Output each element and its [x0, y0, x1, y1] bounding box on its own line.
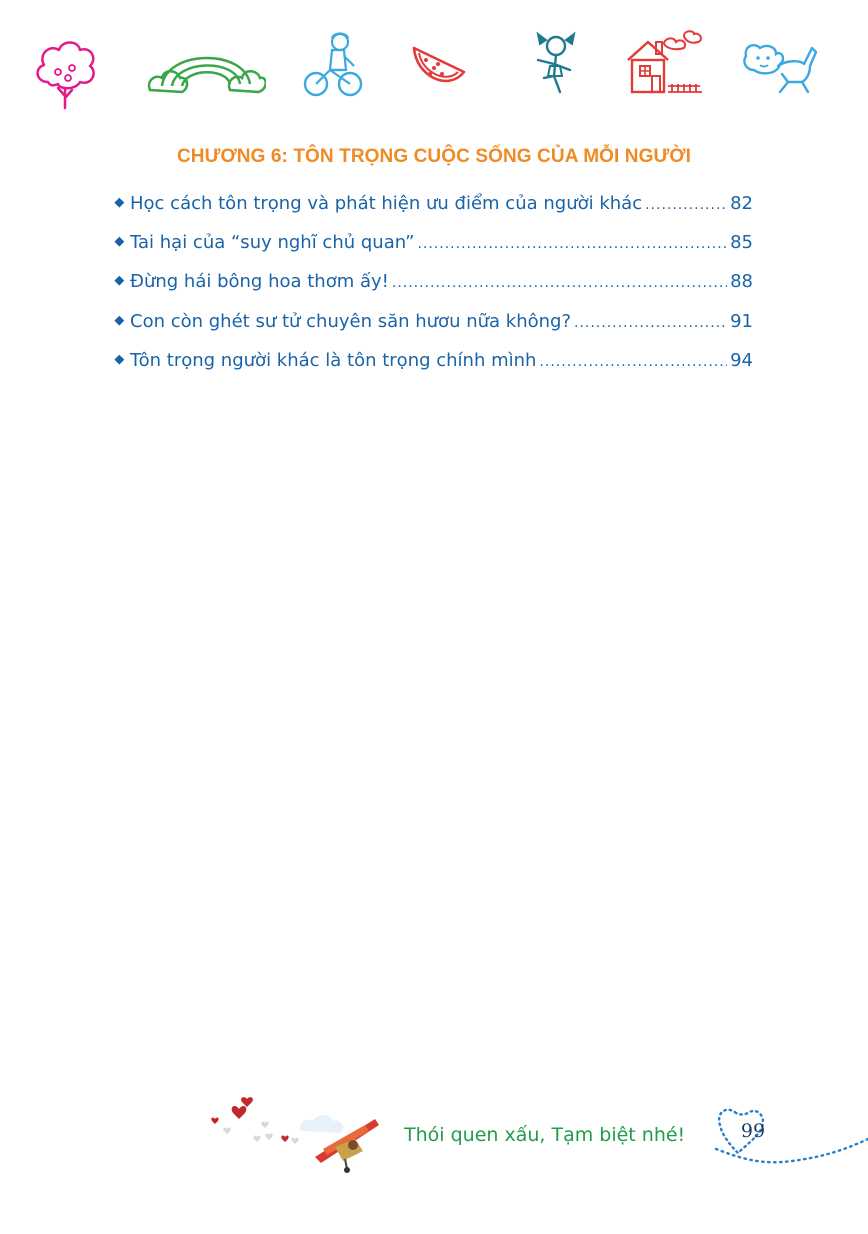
table-of-contents	[113, 193, 753, 389]
toc-entry-page: 91	[730, 310, 753, 332]
dot-leader	[574, 315, 727, 331]
dot-leader	[645, 197, 727, 213]
toc-entry-title: Tai hại của “suy nghĩ chủ quan”	[130, 232, 415, 254]
chapter-title: CHƯƠNG 6: TÔN TRỌNG CUỘC SỐNG CỦA MỖI NGƯỜI	[176, 146, 692, 167]
toc-entry-title: Tôn trọng người khác là tôn trọng chính mình	[130, 349, 537, 371]
watermelon-slice-icon	[408, 40, 468, 90]
doodle-header	[0, 0, 868, 130]
toc-entry-title: Đừng hái bông hoa thơm ấy!	[130, 271, 389, 293]
diamond-bullet-icon	[114, 354, 124, 364]
toc-entry-page: 85	[730, 232, 753, 254]
dot-leader	[539, 354, 727, 370]
toc-entry[interactable]	[113, 311, 753, 350]
toc-entry-page: 88	[730, 271, 753, 293]
dot-leader	[417, 236, 727, 252]
diamond-bullet-icon	[114, 315, 124, 325]
diamond-bullet-icon	[114, 198, 124, 208]
tree-icon	[30, 38, 100, 112]
toc-entry[interactable]	[113, 193, 753, 232]
book-title: Thói quen xấu, Tạm biệt nhé!	[404, 1124, 686, 1146]
diamond-bullet-icon	[114, 276, 124, 286]
toc-entry[interactable]	[113, 271, 753, 310]
rainbow-icon	[146, 38, 266, 96]
hearts-icon	[211, 1097, 298, 1144]
house-icon	[622, 26, 708, 98]
toc-entry[interactable]	[113, 350, 753, 389]
diamond-bullet-icon	[114, 237, 124, 247]
toc-entry-page: 94	[730, 349, 753, 371]
toc-entry-title: Học cách tôn trọng và phát hiện ưu điểm của người khác	[130, 193, 643, 214]
page-number: 99	[740, 1120, 766, 1142]
footer-illustration	[205, 1095, 390, 1175]
toc-entry-page: 82	[730, 193, 753, 214]
boy-on-bicycle-icon	[302, 30, 364, 98]
dog-icon	[740, 40, 820, 96]
toc-entry-title: Con còn ghét sư tử chuyên săn hươu nữa không?	[130, 310, 571, 332]
dot-leader	[392, 275, 727, 291]
toc-entry[interactable]	[113, 232, 753, 271]
cloud-icon	[300, 1115, 343, 1133]
dancing-girl-icon	[524, 30, 584, 102]
